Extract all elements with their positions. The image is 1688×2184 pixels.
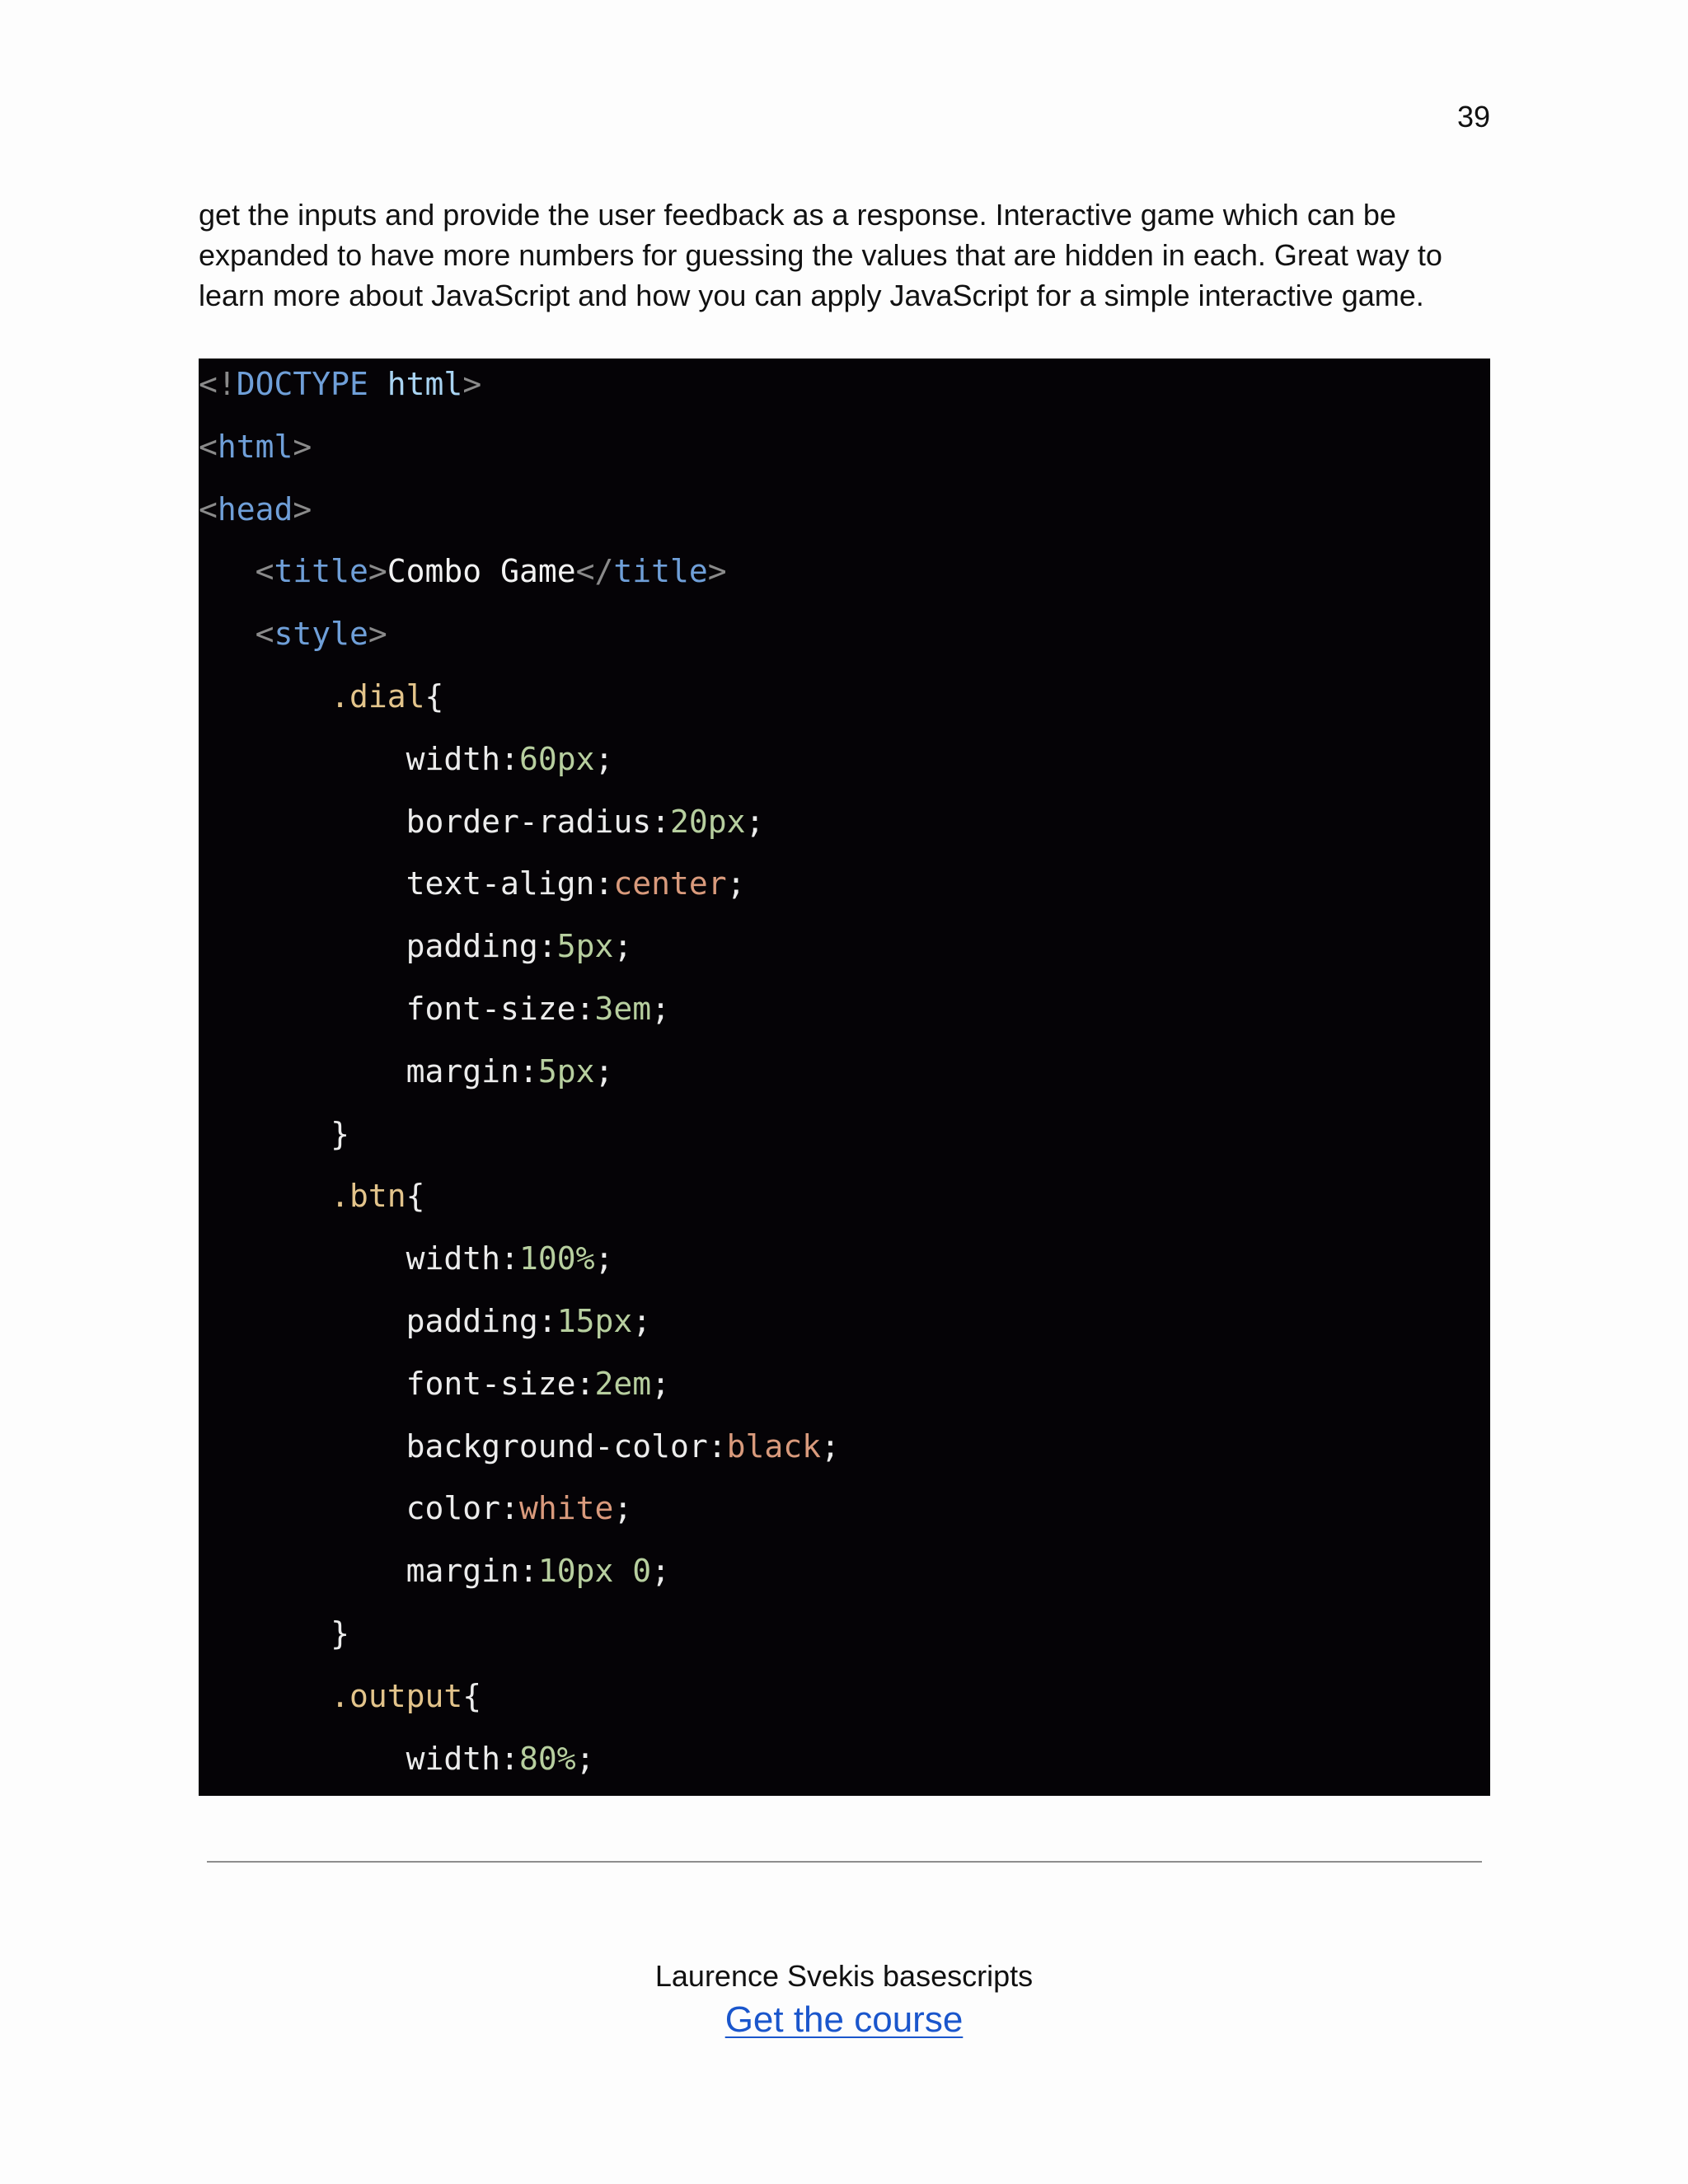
code-token: ; — [613, 1490, 633, 1527]
code-line — [199, 1361, 1490, 1423]
code-token: ; — [820, 1427, 840, 1465]
code-token: 5px — [537, 1052, 595, 1090]
code-token: < — [199, 428, 218, 465]
code-token: title — [274, 553, 368, 590]
code-line — [199, 424, 1490, 486]
code-line — [199, 673, 1490, 736]
code-block — [199, 359, 1490, 1796]
code-token: html — [368, 366, 463, 402]
code-token: < — [199, 490, 218, 527]
code-token: ; — [651, 1365, 670, 1402]
code-token: ; — [651, 1553, 670, 1590]
code-token: ; — [594, 740, 614, 777]
intro-line: get the inputs and provide the user feedback as a response. Interactive game which can be — [199, 198, 1396, 232]
code-token: < — [199, 553, 274, 590]
code-token: > — [462, 366, 482, 402]
code-token: > — [293, 428, 312, 465]
code-token: .dial — [199, 677, 425, 715]
code-token: 60px — [518, 740, 595, 777]
code-token: > — [368, 553, 387, 590]
code-token: > — [293, 490, 312, 527]
code-line — [199, 1298, 1490, 1361]
code-line — [199, 1111, 1490, 1174]
code-line — [199, 799, 1490, 861]
code-token: 5px — [556, 928, 614, 965]
code-line — [199, 1235, 1490, 1298]
code-line — [199, 1736, 1490, 1798]
code-token: Combo Game — [387, 553, 576, 590]
code-token: { — [406, 1178, 425, 1215]
code-token: { — [424, 677, 444, 715]
code-token: title — [613, 553, 708, 590]
code-token: <! — [199, 366, 237, 402]
code-line — [199, 1673, 1490, 1736]
code-token: ; — [632, 1302, 652, 1339]
code-token: ; — [726, 865, 746, 902]
code-line — [199, 1048, 1490, 1111]
code-token: head — [217, 490, 293, 527]
code-token: ; — [613, 928, 633, 965]
code-token: width: — [199, 1240, 519, 1277]
code-token: border-radius: — [199, 803, 670, 840]
code-token: DOCTYPE — [236, 366, 368, 402]
code-token: ; — [745, 803, 765, 840]
code-line — [199, 1485, 1490, 1548]
footer-divider — [207, 1861, 1482, 1863]
code-line — [199, 1548, 1490, 1610]
get-the-course-link[interactable]: Get the course — [724, 1999, 964, 2040]
code-token: style — [274, 616, 368, 653]
code-token: font-size: — [199, 1365, 595, 1402]
intro-paragraph — [199, 194, 1493, 316]
code-token: 20px — [669, 803, 746, 840]
code-line — [199, 1610, 1490, 1673]
code-token: .btn — [199, 1178, 406, 1215]
code-token: html — [217, 428, 293, 465]
code-token: { — [462, 1677, 482, 1714]
code-token: 100% — [518, 1240, 595, 1277]
code-token: > — [707, 553, 727, 590]
code-token: ; — [575, 1740, 595, 1777]
code-token: } — [199, 1615, 350, 1652]
code-token: 80% — [518, 1740, 576, 1777]
code-token: < — [199, 616, 274, 653]
code-token: center — [613, 865, 727, 902]
code-token: ; — [594, 1240, 614, 1277]
code-line — [199, 1423, 1490, 1486]
code-line — [199, 923, 1490, 986]
code-line — [199, 736, 1490, 799]
code-line — [199, 860, 1490, 923]
code-line — [199, 986, 1490, 1048]
code-token: background-color: — [199, 1427, 727, 1465]
code-token: width: — [199, 740, 519, 777]
code-line — [199, 361, 1490, 424]
code-token: 15px — [556, 1302, 633, 1339]
page-number: 39 — [1456, 100, 1490, 134]
code-token: </ — [575, 553, 614, 590]
code-token: black — [726, 1427, 821, 1465]
code-token: .output — [199, 1677, 463, 1714]
footer-link-row — [0, 1998, 1688, 2042]
code-token: > — [368, 616, 387, 653]
code-token: color: — [199, 1490, 519, 1527]
code-token: ; — [594, 1052, 614, 1090]
code-token: 10px 0 — [537, 1553, 652, 1590]
footer-author: Laurence Svekis basescripts — [654, 1959, 1034, 1993]
code-token: font-size: — [199, 990, 595, 1027]
intro-line: expanded to have more numbers for guessing the values that are hidden in each. Great way to — [199, 238, 1442, 272]
code-token: white — [518, 1490, 614, 1527]
code-token: } — [199, 1115, 350, 1152]
code-line — [199, 1173, 1490, 1235]
code-token: padding: — [199, 928, 557, 965]
code-token: width: — [199, 1740, 519, 1777]
code-token: text-align: — [199, 865, 614, 902]
code-line — [199, 548, 1490, 611]
code-token: margin: — [199, 1553, 538, 1590]
code-token: ; — [651, 990, 670, 1027]
code-token: 3em — [594, 990, 652, 1027]
code-line — [199, 486, 1490, 549]
code-token: padding: — [199, 1302, 557, 1339]
code-token: 2em — [594, 1365, 652, 1402]
code-token: margin: — [199, 1052, 538, 1090]
code-line — [199, 611, 1490, 673]
intro-line: learn more about JavaScript and how you can apply JavaScript for a simple interactive game. — [199, 279, 1424, 312]
